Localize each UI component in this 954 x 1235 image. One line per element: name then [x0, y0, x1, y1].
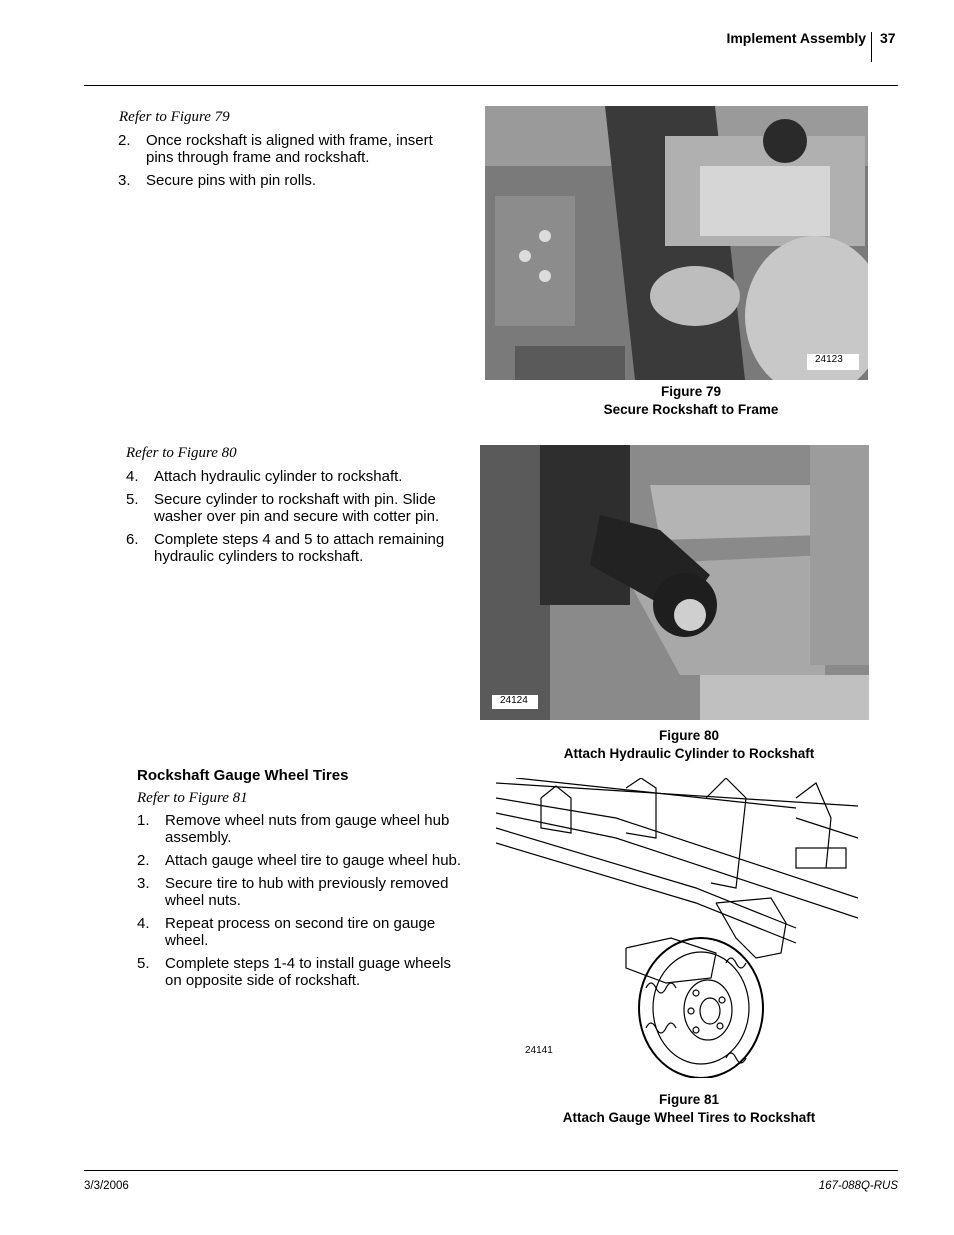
refer-figure-81: Refer to Figure 81	[137, 790, 248, 806]
steps-list-2	[126, 468, 461, 571]
rockshaft-frame-photo-illustration	[485, 106, 868, 380]
steps-list-1	[118, 132, 463, 195]
figure-80-caption	[480, 727, 898, 763]
footer-rule	[84, 1170, 898, 1171]
figure-id-tag: 24123	[807, 354, 859, 370]
gauge-wheel-line-drawing	[496, 778, 858, 1078]
figure-id-tag: 24124	[492, 695, 538, 709]
running-header-section: Implement Assembly	[726, 30, 866, 46]
list-item: 5. Secure cylinder to rockshaft with pin. Slide washer over pin and secure with cotter pin.	[126, 491, 440, 525]
list-item: 2. Once rockshaft is aligned with frame, insert pins through frame and rockshaft.	[118, 132, 433, 166]
footer-date: 3/3/2006	[84, 1180, 129, 1192]
list-item: 3. Secure pins with pin rolls.	[118, 172, 317, 189]
refer-figure-79: Refer to Figure 79	[119, 109, 230, 125]
header-divider	[871, 32, 872, 62]
figure-label: Figure 80	[658, 728, 720, 743]
figure-label: Figure 81	[658, 1092, 720, 1107]
figure-79-caption	[485, 383, 897, 419]
list-item: 1. Remove wheel nuts from gauge wheel hub assembly.	[137, 812, 450, 846]
list-item: 2. Attach gauge wheel tire to gauge wheel hub.	[137, 852, 462, 869]
footer-doc-number: 167-088Q-RUS	[818, 1180, 898, 1192]
figure-title: Secure Rockshaft to Frame	[603, 402, 779, 417]
list-item: 6. Complete steps 4 and 5 to attach remaining hydraulic cylinders to rockshaft.	[126, 531, 445, 565]
refer-figure-80: Refer to Figure 80	[126, 445, 237, 461]
figure-79-photo	[485, 106, 868, 380]
figure-title: Attach Gauge Wheel Tires to Rockshaft	[562, 1110, 816, 1125]
hydraulic-cylinder-photo-illustration	[480, 445, 869, 720]
figure-80-photo	[480, 445, 869, 720]
figure-81-drawing	[496, 778, 858, 1078]
list-item: 3. Secure tire to hub with previously removed wheel nuts.	[137, 875, 449, 909]
section-heading: Rockshaft Gauge Wheel Tires	[137, 767, 349, 784]
list-item: 5. Complete steps 1-4 to install guage wheels on opposite side of rockshaft.	[137, 955, 451, 989]
figure-title: Attach Hydraulic Cylinder to Rockshaft	[563, 746, 815, 761]
steps-list-3	[137, 812, 467, 995]
list-item: 4. Repeat process on second tire on gauge wheel.	[137, 915, 436, 949]
figure-id-tag: 24141	[525, 1045, 553, 1056]
figure-label: Figure 79	[660, 384, 722, 399]
header-rule	[84, 85, 898, 86]
page-number: 37	[880, 30, 896, 46]
list-item: 4. Attach hydraulic cylinder to rockshaft.	[126, 468, 403, 485]
figure-81-caption	[480, 1091, 898, 1127]
